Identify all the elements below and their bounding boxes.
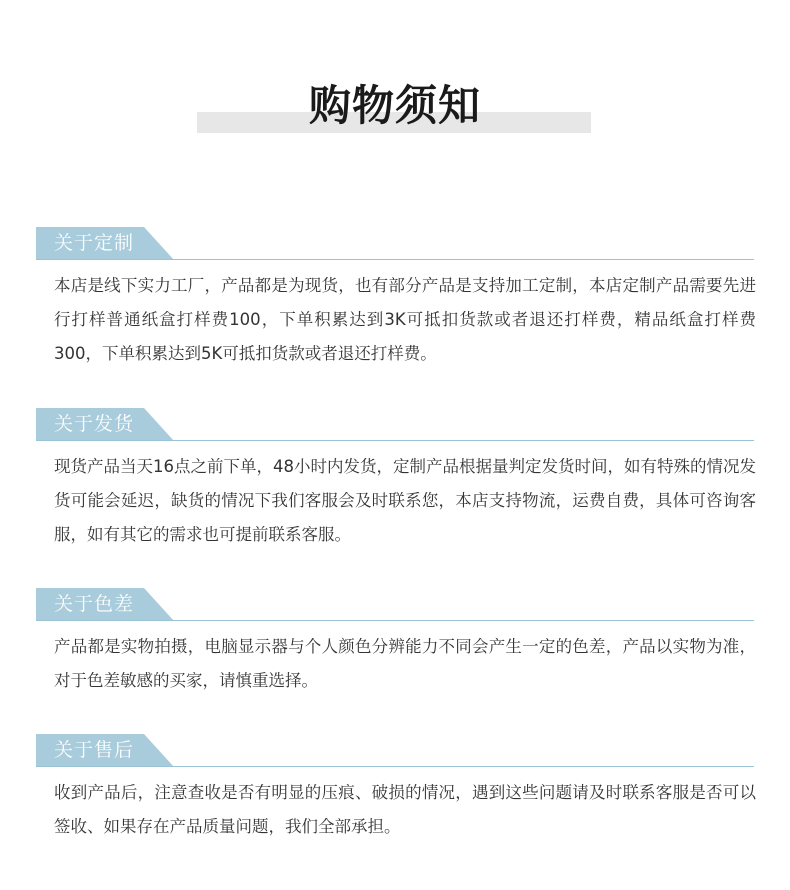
section-heading: 关于发货	[54, 413, 135, 435]
page-title: 购物须知	[308, 81, 481, 130]
section-divider	[36, 766, 754, 767]
section-heading: 关于售后	[54, 739, 135, 761]
page-header	[0, 0, 790, 190]
section-body: 收到产品后，注意查收是否有明显的压痕、破损的情况，遇到这些问题请及时联系客服是否可以签收、如果存在产品质量问题，我们全部承担。	[54, 783, 756, 836]
section-heading: 关于定制	[54, 232, 135, 254]
section-divider	[36, 620, 754, 621]
section-divider	[36, 440, 754, 441]
section-heading: 关于色差	[54, 593, 135, 615]
section-divider	[36, 259, 754, 260]
section-body: 产品都是实物拍摄，电脑显示器与个人颜色分辨能力不同会产生一定的色差，产品以实物为准，对于色差敏感的买家，请慎重选择。	[54, 637, 756, 690]
section-body: 现货产品当天16点之前下单，48小时内发货，定制产品根据量判定发货时间，如有特殊的情况发货可能会延迟，缺货的情况下我们客服会及时联系您，本店支持物流，运费自费，具体可咨询客服，如有其它的需求也可提前联系客服。	[54, 457, 756, 544]
section-body: 本店是线下实力工厂，产品都是为现货，也有部分产品是支持加工定制，本店定制产品需要先进行打样普通纸盒打样费100，下单积累达到3K可抵扣货款或者退还打样费，精品纸盒打样费300，下单积累达到5K可抵扣货款或者退还打样费。	[54, 276, 756, 363]
